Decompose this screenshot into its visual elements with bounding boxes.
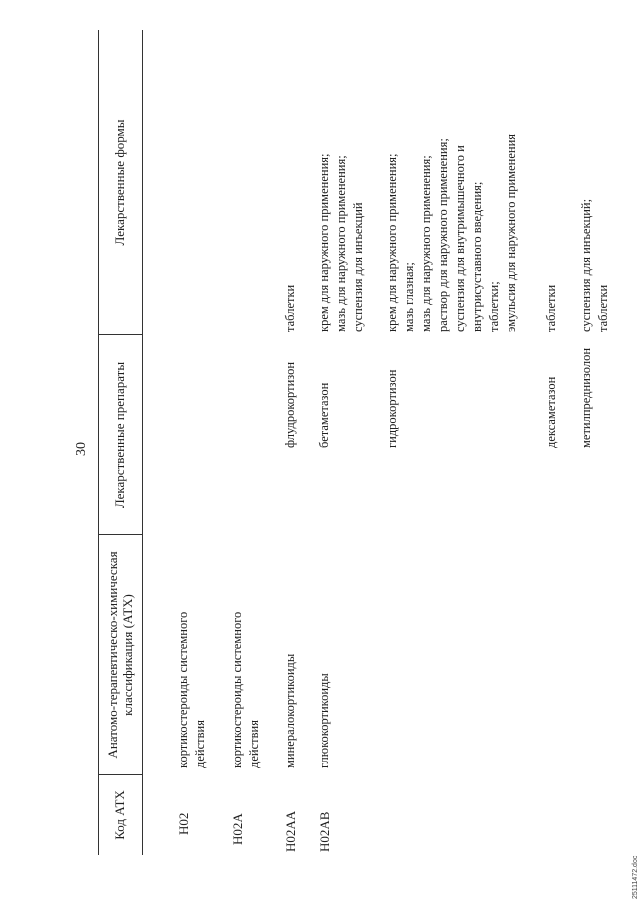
header-drugs: Лекарственные препараты (112, 361, 127, 509)
header-classification: Анатомо-терапевтическо-химическая классификация (АТХ) (105, 551, 135, 759)
table-header-border (142, 30, 143, 855)
table-cell-forms: крем для наружного применения; мазь глазная; мазь для наружного применения; раствор для наружного применения; суспензия для внутримышечного и внутрисуставного введения; таблетки; эмульсия для наружного применения (385, 133, 518, 332)
table-cell-drug: гидрокортизон (385, 369, 399, 448)
header-code: Код АТХ (112, 790, 127, 840)
table-cell-classification: минералокортикоиды (283, 653, 297, 768)
document-id: 25111472.doc (632, 855, 639, 899)
page-number: 30 (74, 442, 89, 456)
table-cell-classification: кортикостероиды системного действия (176, 611, 207, 768)
table-cell-forms: таблетки (544, 284, 558, 332)
table-cell-drug: метилпреднизолон (579, 347, 593, 448)
table-cell-code: H02AA (283, 810, 298, 852)
table-cell-drug: дексаметазон (544, 376, 558, 448)
table-cell-classification: глюкокортикоиды (317, 673, 331, 768)
table-cell-code: H02A (230, 813, 245, 845)
table-cell-forms: суспензия для инъекций; таблетки (579, 198, 610, 332)
table-cell-code: H02AB (317, 811, 332, 852)
table-cell-code: H02 (176, 812, 191, 835)
rotated-table-page (60, 0, 640, 905)
table-cell-forms: таблетки (283, 284, 297, 332)
table-top-border (98, 30, 99, 855)
table-cell-drug: флудрокортизон (283, 361, 297, 448)
table-cell-classification: кортикостероиды системного действия (230, 611, 261, 768)
table-cell-drug: бетаметазон (317, 382, 331, 448)
header-forms: Лекарственные формы (112, 119, 127, 246)
table-cell-forms: крем для наружного применения; мазь для наружного применения; суспензия для инъекций (317, 153, 365, 332)
